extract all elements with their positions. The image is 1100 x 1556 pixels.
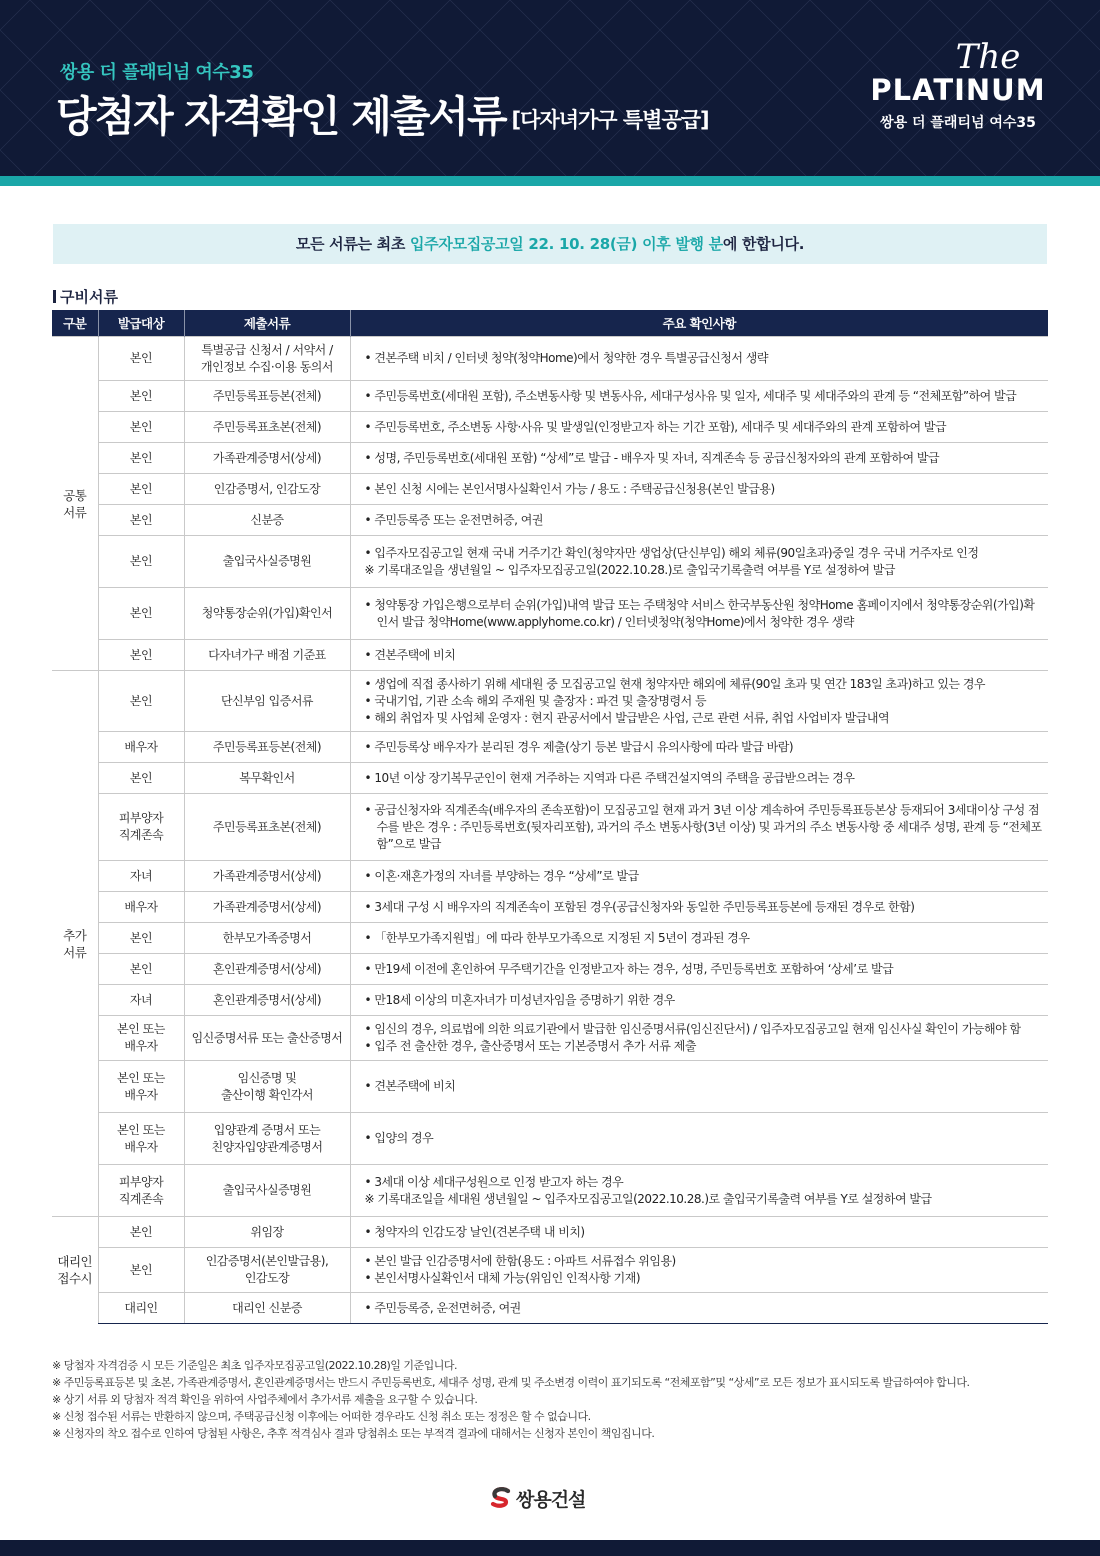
bullet-icon: •: [364, 693, 375, 708]
check-item-text: 이혼·재혼가정의 자녀를 부양하는 경우 “상세”로 발급: [374, 868, 639, 883]
bullet-icon: •: [364, 351, 375, 365]
table-row: [52, 412, 1048, 443]
table-row: [52, 381, 1048, 412]
logo-sub: 쌍용 더 플래티넘 여수35: [880, 115, 1036, 131]
check-item-text: 해외 취업자 및 사업체 운영자 : 현지 관공서에서 발급받은 사업, 근로 관련 서류, 취업 사업비자 발급내역: [374, 710, 890, 725]
check-item: [365, 770, 1045, 787]
check-item-text: 공급신청자와 직계존속(배우자의 존속포함)이 모집공고일 현재 과거 3년 이상 계속하여 주민등록표등본상 등재되어 3세대이상 구성 점수를 받은 경우 : 주민등록번호(뒷자리포함), 과거의 주소 변동사항(3년 이상) 및 과거의 주소 변동사항 중 세대주 성명, 관계 등 “전체포함”으로 발급: [374, 802, 1042, 851]
table-row: [52, 1165, 1048, 1217]
document-cell: 대리인 신분증: [184, 1293, 350, 1324]
table-row: [52, 443, 1048, 474]
target-cell: 배우자: [98, 732, 184, 763]
check-cell: [350, 443, 1048, 474]
check-cell: [350, 763, 1048, 794]
document-cell: 주민등록표등본(전체): [184, 732, 350, 763]
target-cell: 피부양자 직계존속: [98, 1165, 184, 1217]
target-cell: 본인: [98, 671, 184, 732]
bullet-icon: •: [364, 676, 375, 691]
check-item-text: 입주자모집공고일 현재 국내 거주기간 확인(청약자만 생업상(단신부임) 해외 체류(90일초과)중일 경우 국내 거주자로 인정: [374, 545, 979, 560]
page-title: [56, 84, 709, 144]
table-row: [52, 536, 1048, 588]
document-cell: 입양관계 증명서 또는 친양자입양관계증명서: [184, 1113, 350, 1165]
check-item-text: 주민등록번호(세대원 포함), 주소변동사항 및 변동사유, 세대구성사유 및 일자, 세대주 및 세대주와의 관계 등 “전체포함”하여 발급: [374, 388, 1017, 403]
bullet-icon: •: [364, 419, 375, 434]
bullet-icon: •: [364, 1224, 375, 1239]
check-item: [365, 992, 1045, 1009]
table-row: [52, 763, 1048, 794]
check-item-text: 견본주택 비치 / 인터넷 청약(청약Home)에서 청약한 경우 특별공급신청서 생략: [374, 351, 768, 365]
check-item: [365, 899, 1045, 916]
document-cell: 특별공급 신청서 / 서약서 / 개인정보 수집·이용 동의서: [184, 337, 350, 381]
section-title-text: 구비서류: [60, 288, 118, 306]
check-item: [365, 802, 1045, 853]
project-subtitle: 쌍용 더 플래티넘 여수35: [60, 62, 254, 83]
group-cell: 공통 서류: [52, 337, 98, 671]
bullet-icon: •: [364, 1022, 375, 1036]
check-cell: [350, 794, 1048, 861]
target-cell: 본인: [98, 954, 184, 985]
check-item-text: 입주 전 출산한 경우, 출산증명서 또는 기본증명서 추가 서류 제출: [374, 1039, 696, 1053]
target-cell: 피부양자 직계존속: [98, 794, 184, 861]
target-cell: 본인 또는 배우자: [98, 1113, 184, 1165]
table-row: [52, 794, 1048, 861]
check-item-text: 본인 발급 인감증명서에 한함(용도 : 아파트 서류접수 위임용): [374, 1254, 676, 1268]
bullet-icon: •: [364, 450, 375, 465]
check-item-text: 주민등록번호, 주소변동 사항·사유 및 발생일(인정받고자 하는 기간 포함), 세대주 및 세대주와의 관계 포함하여 발급: [374, 419, 947, 434]
bullet-icon: •: [364, 1271, 375, 1285]
target-cell: 본인 또는 배우자: [98, 1016, 184, 1061]
check-item: [365, 481, 1045, 498]
header-target: 발급대상: [98, 310, 184, 337]
check-cell: [350, 536, 1048, 588]
table-row: [52, 1293, 1048, 1324]
bullet-icon: •: [364, 512, 375, 527]
check-item: [365, 710, 1045, 727]
footnote: ※ 신청 접수된 서류는 반환하지 않으며, 주택공급신청 이후에는 어떠한 경우라도 신청 취소 또는 정정은 할 수 없습니다.: [52, 1410, 591, 1423]
table-row: [52, 985, 1048, 1016]
check-item-text: 청약자의 인감도장 날인(견본주택 내 비치): [374, 1224, 585, 1239]
check-cell: [350, 923, 1048, 954]
target-cell: 본인: [98, 536, 184, 588]
check-item-text: 생업에 직접 종사하기 위해 세대원 중 모집공고일 현재 청약자만 해외에 체류(90일 초과 및 연간 183일 초과)하고 있는 경우: [374, 676, 986, 691]
check-cell: [350, 1016, 1048, 1061]
target-cell: 자녀: [98, 985, 184, 1016]
check-item: [365, 545, 1045, 562]
table-row: [52, 1248, 1048, 1293]
check-cell: [350, 892, 1048, 923]
document-cell: 임신증명서류 또는 출산증명서: [184, 1016, 350, 1061]
check-item-text: 청약통장 가입은행으로부터 순위(가입)내역 발급 또는 주택청약 서비스 한국부동산원 청약Home 홈페이지에서 청약통장순위(가입)확인서 발급 청약Home(www.applyhome.co.kr) / 인터넷청약(청약Home)에서 청약한 경우 생략: [374, 597, 1035, 629]
check-item: [365, 597, 1045, 631]
bullet-icon: •: [364, 930, 375, 945]
document-cell: 신분증: [184, 505, 350, 536]
check-item: [365, 1038, 1045, 1055]
bullet-icon: •: [364, 481, 375, 496]
check-cell: [350, 861, 1048, 892]
document-cell: 한부모가족증명서: [184, 923, 350, 954]
document-cell: 출입국사실증명원: [184, 536, 350, 588]
check-note: ※ 기록대조일을 세대원 생년월일 ~ 입주자모집공고일(2022.10.28.)로 출입국기록출력 여부를 Y로 설정하여 발급: [364, 1191, 932, 1206]
check-item-text: 주민등록증, 운전면허증, 여권: [374, 1300, 521, 1315]
bullet-icon: •: [364, 545, 375, 560]
footer-brand: 쌍용건설: [516, 1488, 586, 1511]
check-cell: [350, 985, 1048, 1016]
target-cell: 본인: [98, 763, 184, 794]
document-cell: 주민등록표등본(전체): [184, 381, 350, 412]
check-item-text: 만18세 이상의 미혼자녀가 미성년자임을 증명하기 위한 경우: [374, 992, 675, 1007]
check-item: [365, 693, 1045, 710]
footer-logo: [490, 1484, 585, 1512]
target-cell: 본인: [98, 640, 184, 671]
check-item-text: 10년 이상 장기복무군인이 현재 거주하는 지역과 다른 주택건설지역의 주택을 공급받으려는 경우: [374, 770, 855, 785]
check-item-text: 임신의 경우, 의료법에 의한 의료기관에서 발급한 임신증명서류(임신진단서) / 입주자모집공고일 현재 임신사실 확인이 가능해야 함: [374, 1022, 1021, 1036]
table-row: [52, 892, 1048, 923]
document-cell: 다자녀가구 배점 기준표: [184, 640, 350, 671]
check-item: [365, 1078, 1045, 1095]
check-item-text: 견본주택에 비치: [374, 647, 456, 662]
header-document: 제출서류: [184, 310, 350, 337]
check-item: [365, 1224, 1045, 1241]
check-item: [365, 1253, 1045, 1270]
document-cell: 주민등록표초본(전체): [184, 412, 350, 443]
document-cell: 주민등록표초본(전체): [184, 794, 350, 861]
bullet-icon: •: [364, 1254, 375, 1268]
table-row: [52, 861, 1048, 892]
target-cell: 자녀: [98, 861, 184, 892]
check-cell: [350, 474, 1048, 505]
check-cell: [350, 732, 1048, 763]
footnote: ※ 상기 서류 외 당첨자 적격 확인을 위하여 사업주체에서 추가서류 제출을 요구할 수 있습니다.: [52, 1393, 478, 1406]
check-cell: [350, 337, 1048, 381]
bottom-bar: [0, 1540, 1100, 1556]
check-item: [365, 1021, 1045, 1038]
bullet-icon: •: [364, 1174, 375, 1189]
check-item: [365, 647, 1045, 664]
bullet-icon: •: [364, 899, 375, 914]
check-item-text: 3세대 이상 세대구성원으로 인정 받고자 하는 경우: [374, 1174, 624, 1189]
bullet-icon: •: [364, 1300, 375, 1315]
target-cell: 본인: [98, 474, 184, 505]
document-cell: 가족관계증명서(상세): [184, 861, 350, 892]
check-cell: [350, 640, 1048, 671]
check-cell: [350, 412, 1048, 443]
check-item-text: 3세대 구성 시 배우자의 직계존속이 포함된 경우(공급신청자와 동일한 주민등록표등본에 등재된 경우로 한함): [374, 899, 915, 914]
check-item: [365, 868, 1045, 885]
table-row: [52, 640, 1048, 671]
target-cell: 본인 또는 배우자: [98, 1061, 184, 1113]
table-row: [52, 732, 1048, 763]
bullet-icon: •: [364, 961, 375, 976]
check-cell: [350, 1217, 1048, 1248]
header-check: 주요 확인사항: [350, 310, 1048, 337]
table-row: [52, 588, 1048, 640]
ssangyong-s-icon: [490, 1487, 512, 1509]
check-item-text: 주민등록상 배우자가 분리된 경우 제출(상기 등본 발급시 유의사항에 따라 발급 바람): [374, 739, 794, 754]
target-cell: 본인: [98, 443, 184, 474]
bullet-icon: •: [364, 388, 375, 403]
document-cell: 청약통장순위(가입)확인서: [184, 588, 350, 640]
check-item: [365, 512, 1045, 529]
notice-after: 에 한합니다.: [722, 235, 805, 253]
bullet-icon: •: [364, 868, 375, 883]
document-cell: 혼인관계증명서(상세): [184, 954, 350, 985]
check-item: [365, 1270, 1045, 1287]
check-item: [365, 388, 1045, 405]
target-cell: 본인: [98, 505, 184, 536]
header-category: 구분: [52, 310, 98, 337]
check-item: [365, 961, 1045, 978]
target-cell: 본인: [98, 337, 184, 381]
target-cell: 본인: [98, 588, 184, 640]
bullet-icon: •: [364, 1039, 375, 1053]
table-row: [52, 671, 1048, 732]
document-cell: 복무확인서: [184, 763, 350, 794]
target-cell: 배우자: [98, 892, 184, 923]
section-title: [53, 286, 118, 307]
footnotes: [52, 1357, 970, 1442]
table-row: [52, 474, 1048, 505]
document-cell: 단신부임 입증서류: [184, 671, 350, 732]
target-cell: 본인: [98, 1217, 184, 1248]
table-row: [52, 1016, 1048, 1061]
bullet-icon: •: [364, 770, 375, 785]
check-item: [365, 739, 1045, 756]
bullet-icon: •: [364, 597, 375, 612]
group-cell: 추가 서류: [52, 671, 98, 1217]
check-item-text: 「한부모가족지원법」에 따라 한부모가족으로 지정된 지 5년이 경과된 경우: [374, 930, 750, 945]
notice-highlight: 입주자모집공고일 22. 10. 28(금) 이후 발행 분: [409, 235, 723, 253]
check-item: [365, 1130, 1045, 1147]
footnote: ※ 당첨자 자격검증 시 모든 기준일은 최초 입주자모집공고일(2022.10.28)일 기준입니다.: [52, 1359, 458, 1372]
table-row: [52, 1061, 1048, 1113]
logo-the: The: [955, 37, 1021, 77]
bullet-icon: •: [364, 739, 375, 754]
check-item-text: 성명, 주민등록번호(세대원 포함) “상세”로 발급 - 배우자 및 자녀, 직계존속 등 공급신청자와의 관계 포함하여 발급: [374, 450, 940, 465]
document-cell: 가족관계증명서(상세): [184, 443, 350, 474]
check-item-text: 본인서명사실확인서 대체 가능(위임인 인적사항 기재): [374, 1271, 641, 1285]
bullet-icon: •: [364, 992, 375, 1007]
header-banner: [0, 0, 1100, 176]
check-item: [365, 1174, 1045, 1191]
table-header-row: [52, 310, 1048, 337]
check-item-text: 견본주택에 비치: [374, 1079, 456, 1093]
check-item: [365, 930, 1045, 947]
check-item-text: 만19세 이전에 혼인하여 무주택기간을 인정받고자 하는 경우, 성명, 주민등록번호 포함하여 ‘상세’로 발급: [374, 961, 894, 976]
check-cell: [350, 1165, 1048, 1217]
target-cell: 본인: [98, 923, 184, 954]
check-item: [365, 450, 1045, 467]
check-cell: [350, 671, 1048, 732]
check-cell: [350, 1061, 1048, 1113]
check-cell: [350, 1248, 1048, 1293]
documents-table: [52, 310, 1048, 1324]
table-body: [52, 337, 1048, 1324]
check-item: [365, 1300, 1045, 1317]
table-row: [52, 337, 1048, 381]
section-bar-icon: [53, 290, 56, 303]
bullet-icon: •: [364, 1131, 375, 1145]
table-row: [52, 1217, 1048, 1248]
document-cell: 출입국사실증명원: [184, 1165, 350, 1217]
bullet-icon: •: [364, 647, 375, 662]
teal-stripe: [0, 176, 1100, 186]
check-cell: [350, 954, 1048, 985]
check-item: [365, 676, 1045, 693]
footnote: ※ 신청자의 착오 접수로 인하여 당첨된 사항은, 추후 적격심사 결과 당첨취소 또는 부적격 결과에 대해서는 신청자 본인이 책임집니다.: [52, 1427, 655, 1440]
bullet-icon: •: [364, 1079, 375, 1093]
table-row: [52, 505, 1048, 536]
target-cell: 본인: [98, 381, 184, 412]
document-cell: 인감증명서(본인발급용), 인감도장: [184, 1248, 350, 1293]
table-row: [52, 923, 1048, 954]
check-item: [365, 350, 1045, 367]
target-cell: 대리인: [98, 1293, 184, 1324]
check-cell: [350, 505, 1048, 536]
check-cell: [350, 588, 1048, 640]
check-item-text: 국내기업, 기관 소속 해외 주재원 및 출장자 : 파견 및 출장명령서 등: [374, 693, 707, 708]
bullet-icon: •: [364, 802, 375, 817]
page-title-sub: [다자녀가구 특별공급]: [511, 108, 709, 132]
document-cell: 임신증명 및 출산이행 확인각서: [184, 1061, 350, 1113]
logo-platinum: PLATINUM: [870, 73, 1046, 107]
document-cell: 위임장: [184, 1217, 350, 1248]
check-cell: [350, 381, 1048, 412]
notice-banner: [53, 224, 1047, 264]
check-note: ※ 기록대조일을 생년월일 ~ 입주자모집공고일(2022.10.28.)로 출입국기록출력 여부를 Y로 설정하여 발급: [364, 562, 895, 577]
footnote: ※ 주민등록표등본 및 초본, 가족관계증명서, 혼인관계증명서는 반드시 주민등록번호, 세대주 성명, 관계 및 주소변경 이력이 표기되도록 “전체포함”및 “상세”로 모든 정보가 표시되도록 발급하여야 합니다.: [52, 1376, 970, 1389]
notice-before: 모든 서류는 최초: [295, 235, 410, 253]
document-cell: 가족관계증명서(상세): [184, 892, 350, 923]
check-item-text: 입양의 경우: [374, 1131, 434, 1145]
document-cell: 혼인관계증명서(상세): [184, 985, 350, 1016]
page-title-main: 당첨자 자격확인 제출서류: [56, 92, 506, 141]
check-item-text: 본인 신청 시에는 본인서명사실확인서 가능 / 용도 : 주택공급신청용(본인 발급용): [374, 481, 775, 496]
bullet-icon: •: [364, 710, 375, 725]
table-row: [52, 1113, 1048, 1165]
check-cell: [350, 1293, 1048, 1324]
check-item-text: 주민등록증 또는 운전면허증, 여권: [374, 512, 543, 527]
group-cell: 대리인 접수시: [52, 1217, 98, 1324]
target-cell: 본인: [98, 412, 184, 443]
target-cell: 본인: [98, 1248, 184, 1293]
check-cell: [350, 1113, 1048, 1165]
document-cell: 인감증명서, 인감도장: [184, 474, 350, 505]
platinum-logo: [868, 37, 1048, 150]
check-item: [365, 419, 1045, 436]
table-row: [52, 954, 1048, 985]
